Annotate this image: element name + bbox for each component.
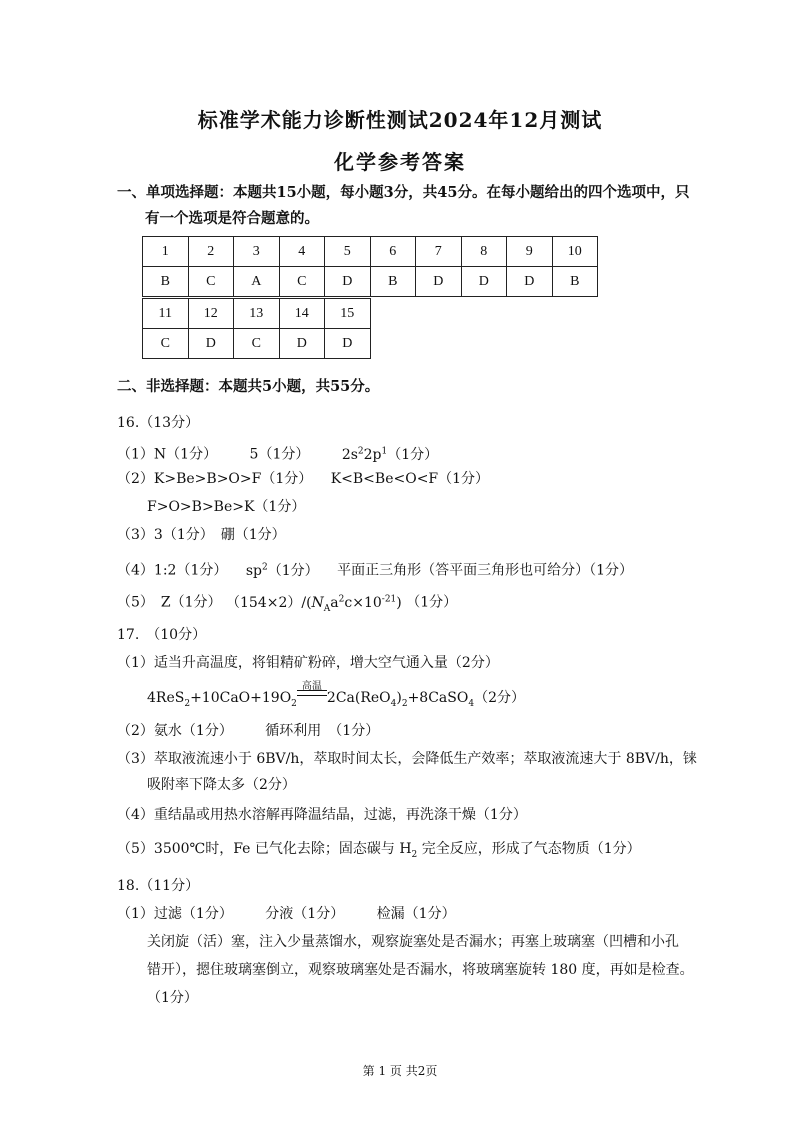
answer-cell: D — [507, 267, 553, 297]
section-1-heading — [117, 180, 689, 232]
answer-cell: D — [325, 267, 371, 297]
question-number-cell: 6 — [370, 237, 416, 267]
q16-part1 — [117, 441, 438, 465]
question-number-cell: 8 — [461, 237, 507, 267]
section-1-line2: 有一个选项是符合题意的。 — [145, 210, 319, 227]
q16-p2a: （2）K>Be>B>O>F（1分） — [117, 471, 313, 487]
question-number-cell: 14 — [279, 299, 325, 329]
answer-cell: D — [279, 329, 325, 359]
q16-p4c: 平面正三角形（答平面三角形也可给分）（1分） — [337, 562, 633, 579]
question-number-cell: 13 — [234, 299, 280, 329]
question-number-cell: 3 — [234, 237, 280, 267]
q16-p5a: （5） Z（1分） — [117, 594, 222, 611]
page-subtitle: 化学参考答案 — [334, 150, 466, 174]
q17-p2a: （2）氨水（1分） — [117, 723, 233, 739]
section-2-heading: 二、非选择题：本题共5小题，共55分。 — [117, 378, 380, 395]
section-1-line1: 一、单项选择题：本题共15小题，每小题3分，共45分。在每小题给出的四个选项中，只 — [117, 184, 690, 201]
answer-cell: D — [325, 329, 371, 359]
question-number-cell: 10 — [552, 237, 598, 267]
q17-header: 17. （10分） — [117, 627, 207, 643]
question-number-cell: 7 — [416, 237, 462, 267]
question-number-cell: 15 — [325, 299, 371, 329]
q18-p1a: （1）过滤（1分） — [117, 906, 233, 922]
q18-p1b: 分液（1分） — [265, 906, 345, 922]
question-number-cell: 9 — [507, 237, 553, 267]
question-number-cell: 12 — [188, 299, 234, 329]
answer-cell: C — [279, 267, 325, 297]
reaction-condition: 高温 — [297, 688, 327, 702]
q18-part1-line3: 错开），摁住玻璃塞倒立，观察玻璃塞处是否漏水，将玻璃塞旋转 180 度，再如是检查。 — [147, 962, 694, 978]
q18-part1-line2: 关闭旋（活）塞，注入少量蒸馏水，观察旋塞处是否漏水；再塞上玻璃塞（凹槽和小孔 — [147, 934, 679, 950]
answer-cell: B — [143, 267, 189, 297]
answer-cell: A — [234, 267, 280, 297]
page-footer: 第 1 页 共2页 — [362, 1064, 438, 1078]
answer-cell: D — [461, 267, 507, 297]
q16-p4a: （4）1:2（1分） — [117, 562, 228, 579]
question-number-cell: 5 — [325, 237, 371, 267]
page-title: 标准学术能力诊断性测试2024年12月测试 — [197, 108, 603, 132]
q16-part2 — [117, 469, 489, 489]
q16-p4b: $sp^2(1$分） — [245, 562, 319, 579]
answer-cell: C — [234, 329, 280, 359]
q17-part3-line2: 吸附率下降太多（2分） — [147, 777, 296, 793]
question-number-cell: 4 — [279, 237, 325, 267]
q16-p1b: 5（1分） — [249, 446, 310, 463]
q17-part2 — [117, 721, 379, 741]
q18-header: 18.（11分） — [117, 878, 200, 894]
q16-header: 16.（13分） — [117, 415, 200, 431]
answer-cell: B — [552, 267, 598, 297]
answer-cell: D — [188, 329, 234, 359]
answer-cell: B — [370, 267, 416, 297]
q18-p1c: 检漏（1分） — [376, 906, 456, 922]
question-number-cell: 11 — [143, 299, 189, 329]
answer-table — [142, 236, 598, 297]
q18-part1-line4: （1分） — [147, 990, 198, 1006]
q17-part5: （5）3500℃时，Fe 已气化去除；固态碳与 $H_2$ 完全反应，形成了气态物质（1分） — [117, 841, 641, 860]
q18-part1 — [117, 904, 456, 924]
q16-p1c: $2s^22p^1(1$分） — [341, 446, 439, 463]
q17-p2b: 循环利用 （1分） — [265, 723, 380, 739]
answer-cell: C — [143, 329, 189, 359]
q17-part3-line1: （3）萃取液流速小于 6BV/h，萃取时间太长，会降低生产效率；萃取液流速大于 8BV/h，铼 — [117, 751, 697, 767]
q16-p5c: （1分） — [406, 594, 458, 611]
answer-table-continued — [142, 298, 371, 359]
q16-p5b: $(154\times 2)/(N_Aa^2c\times 10^{-21})$ — [226, 594, 402, 614]
answer-cell: C — [188, 267, 234, 297]
table-row — [143, 267, 598, 297]
q16-part5 — [117, 589, 457, 618]
answer-cell: D — [416, 267, 462, 297]
table-row — [143, 329, 371, 359]
q16-part4 — [117, 557, 633, 581]
table-row — [143, 299, 371, 329]
q17-part4: （4）重结晶或用热水溶解再降温结晶，过滤，再洗涤干燥（1分） — [117, 807, 527, 823]
q16-p2b: K<B<Be<O<F（1分） — [330, 471, 490, 487]
question-number-cell: 2 — [188, 237, 234, 267]
q16-part3: （3）3（1分） 硼（1分） — [117, 527, 286, 543]
q17-equation: $4ReS_2+10CaO+19O_2$ 高温 $2Ca(ReO_4)_2+8CaSO_4(2$分） — [147, 681, 525, 709]
q16-p1a: （1）N（1分） — [117, 446, 218, 463]
question-number-cell: 1 — [143, 237, 189, 267]
table-row — [143, 237, 598, 267]
q17-part1: （1）适当升高温度，将钼精矿粉碎，增大空气通入量（2分） — [117, 655, 499, 671]
q16-p2c: F>O>B>Be>K（1分） — [147, 499, 306, 515]
